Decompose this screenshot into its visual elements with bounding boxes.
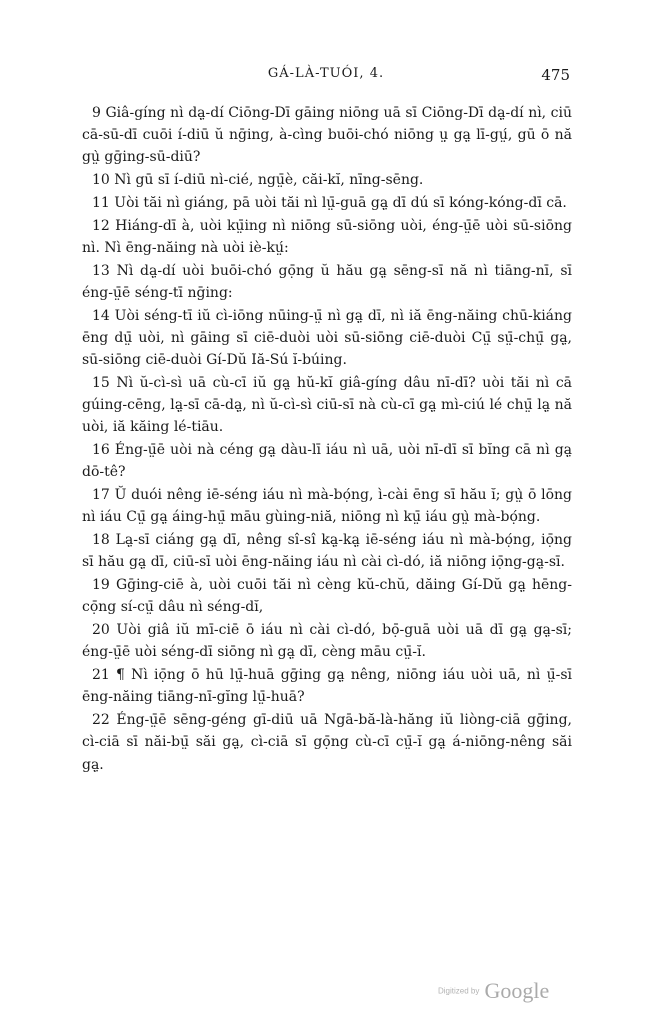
verse-text: Nì dạ̤-dí uòi buōi-chó gọ̄ng ŭ hău gạ̤ sēng-sī nă nì tiāng-nī, sī éng-ṳ̄ē séng-tī nḡing: [82, 262, 572, 301]
verse-number: 9 [92, 105, 101, 121]
verse-11 [82, 192, 572, 214]
verse-text: Uòi tăi nì giáng, pā uòi tăi nì lṳ̄-guā gạ̤ dī dú sī kóng-kóng-dī cā. [114, 195, 567, 211]
verse-9 [82, 102, 572, 169]
verse-number: 16 [92, 442, 110, 459]
verse-number: 13 [92, 262, 110, 279]
verse-text: Gḡing-ciē à, uòi cuōi tăi nì cèng kŭ-chŭ, dăing Gí-Dŭ gạ̤ hēng-cọ̄ng sí-cṳ̄ dâu nì séng-dĭ, [82, 577, 572, 616]
verse-number: 10 [92, 172, 110, 189]
verse-text: Uòi séng-tī iŭ cì-iōng nūing-ṳ̄ nì gạ̤ dī, nì iă ēng-năing chū-kiáng ēng dṳ̄ uòi, nì gāing sī ciē-duòi uòi sū-siōng ciē-duòi Cṳ̄ sṳ̄-chṳ̄ gạ̤, sū-siōng ciē-duòi Gí-Dŭ Iă-Sú ĭ-búing. [82, 307, 572, 369]
verse-10 [82, 169, 572, 191]
digitized-by-label: Digitized by [438, 986, 480, 996]
verse-number: 18 [92, 532, 110, 549]
verse-number: 14 [92, 307, 110, 324]
verse-text: Giâ-gíng nì dạ̤-dí Ciōng-Dī gāing niōng uā sī Ciōng-Dī dạ̤-dí nì, ciū cā-sū-dī cuōi í-diū ŭ nḡing, à-cìng buōi-chó niōng ṳ̣ gạ̤ lī-gṳ́, gū ō nă gṳ̀ gḡing-sū-diū? [82, 105, 573, 166]
verse-number: 15 [92, 375, 110, 391]
page-number: 475 [541, 66, 570, 84]
verse-number: 11 [92, 195, 110, 211]
verse-22 [82, 709, 572, 776]
digitized-watermark [438, 978, 549, 1004]
verse-16 [82, 439, 572, 483]
verse-number: 17 [92, 487, 110, 504]
google-logo: Google [484, 978, 550, 1003]
verse-text: Lạ̤-sī ciáng gạ̤ dī, nêng sî-sî kạ̤-kạ̤ iē-séng iáu nì mà-bọ́ng, iọ̄ng sī hău gạ̤ dī, ciū-sī uòi ēng-năing iáu nì cài cì-dó, iă niōng iọ̄ng-gạ̤-sī. [82, 532, 573, 571]
verse-12 [82, 215, 572, 259]
verse-13 [82, 260, 572, 304]
verse-19 [82, 574, 572, 618]
verse-number: 20 [92, 622, 110, 639]
verse-14 [82, 305, 572, 372]
verse-number: 21 [92, 667, 110, 684]
verse-text: ¶ Nì iọ̄ng ō hū lṳ̄-huā gḡing gạ̤ nêng, niōng iáu uòi uā, nì ṳ̄-sī ēng-năing tiāng-nī-gĭng lṳ̄-huā? [82, 667, 572, 706]
verse-body [82, 102, 572, 776]
verse-number: 12 [92, 217, 110, 234]
verse-text: Éng-ṳ̄ē sēng-géng gī-diū uā Ngā-bă-là-hăng iŭ liòng-ciā gḡing, cì-ciā sī năi-bṳ̄ săi gạ̤, cì-ciā sī gọ̄ng cù-cī cṳ̄-ĭ gạ̤ á-niōng-nêng săi gạ̤. [82, 712, 572, 773]
verse-text: Uòi giâ iŭ mī-ciē ō iáu nì cài cì-dó, bọ̄-guā uòi uā dī gạ̤ gạ̤-sī; éng-ṳ̄ē uòi séng-dī siōng nì gạ̤ dī, cèng māu cṳ̄-ĭ. [82, 622, 572, 661]
verse-number: 19 [92, 577, 110, 594]
verse-number: 22 [92, 712, 110, 729]
verse-20 [82, 619, 572, 663]
verse-text: Ŭ duói nêng iē-séng iáu nì mà-bọ́ng, ì-cài ēng sī hău ĭ; gṳ̀ ō lōng nì iáu Cṳ̄ gạ̤ áing-hṳ̄ māu gùing-niă, niōng nì kṳ̄ iáu gṳ̀ mà-bọ́ng. [82, 487, 572, 526]
verse-text: Nì ŭ-cì-sì uā cù-cī iŭ gạ̤ hŭ-kĭ giâ-gíng dâu nī-dī? uòi tăi nì cā gúing-cēng, lạ̤-sī cā-dạ̤, nì ŭ-cì-sì ciū-sī nà cù-cī gạ̤ mì-ciú lé chṳ̄ lạ̤ nă uòi, iă kăing lé-tiāu. [82, 375, 573, 436]
verse-text: Hiáng-dī à, uòi kṳ̄ing nì niōng sū-siōng uòi, éng-ṳ̄ē uòi sū-siōng nì. Nì ēng-năing nà uòi iè-kṳ́: [82, 217, 572, 256]
verse-15 [82, 372, 572, 439]
verse-text: Éng-ṳ̄ē uòi nà céng gạ̤ dàu-lī iáu nì uā, uòi nī-dī sī bĭng cā nì gạ̤ dō-tê? [82, 442, 573, 481]
verse-17 [82, 484, 572, 528]
verse-text: Nì gū sī í-diū nì-cié, ngṳ̄è, căi-kĭ, nīng-sēng. [114, 172, 424, 189]
verse-21 [82, 664, 572, 708]
running-head: GÁ-LÀ-TUÓI, 4. [267, 66, 385, 81]
page-header [82, 66, 570, 88]
verse-18 [82, 529, 572, 573]
